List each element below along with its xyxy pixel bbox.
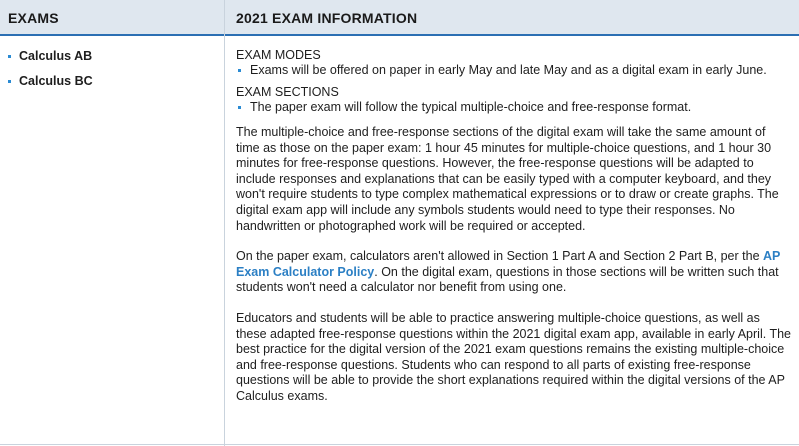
calculator-text-start: On the paper exam, calculators aren't allowed in Section 1 Part A and Section 2 Part B, per the [236, 249, 763, 264]
bullet-icon [8, 55, 11, 58]
exam-name: Calculus BC [19, 74, 93, 88]
column-divider [224, 0, 225, 446]
exam-modes-bullet [236, 63, 792, 78]
practice-paragraph: Educators and students will be able to practice answering multiple-choice questions, as well as these adapted free-response questions within the 2021 digital exam app, available in early April. The best practice for the digital version of the 2021 exam questions remains the existing multiple-choice and free-response questions. Students who can respond to all parts of existing free-response questions will be able to provide the short explanations required within the digital versions of the AP Calculus exams. [236, 310, 791, 403]
exams-header-cell [0, 0, 224, 36]
calculator-paragraph [236, 249, 792, 296]
digital-exam-paragraph: The multiple-choice and free-response sections of the digital exam will take the same amount of time as those on the paper exam: 1 hour 45 minutes for multiple-choice questions, and 1 hour 30 minutes for free-response questions. However, the free-response questions will be adapted to include responses and explanations that can be easily typed with a computer keyboard, and they won't require students to type complex mathematical expressions or to draw or create graphs. The digital exam app will include any symbols students would need to type their responses. No handwritten or photographed work will be required or accepted. [236, 125, 779, 233]
calculator-text-end: . On the digital exam, questions in those sections will be written such that students won't need a calculator nor benefit from using one. [236, 264, 779, 295]
exams-header: EXAMS [8, 10, 59, 26]
bullet-icon [238, 106, 241, 109]
bullet-icon [238, 69, 241, 72]
bullet-icon [8, 80, 11, 83]
list-item [8, 49, 92, 63]
table-bottom-border [0, 444, 799, 445]
exam-modes-title: EXAM MODES [236, 48, 321, 62]
info-header: 2021 EXAM INFORMATION [236, 10, 418, 26]
list-item [8, 74, 93, 88]
info-header-cell [225, 0, 799, 36]
exam-modes-text: Exams will be offered on paper in early May and late May and as a digital exam in early June. [250, 63, 767, 77]
exam-name: Calculus AB [19, 49, 93, 63]
calculator-policy-link[interactable]: AP Exam Calculator Policy [236, 249, 781, 279]
info-content [236, 48, 792, 405]
exam-sections-title: EXAM SECTIONS [236, 85, 339, 99]
exam-sections-text: The paper exam will follow the typical multiple-choice and free-response format. [250, 100, 692, 114]
exam-sections-bullet [236, 100, 792, 115]
